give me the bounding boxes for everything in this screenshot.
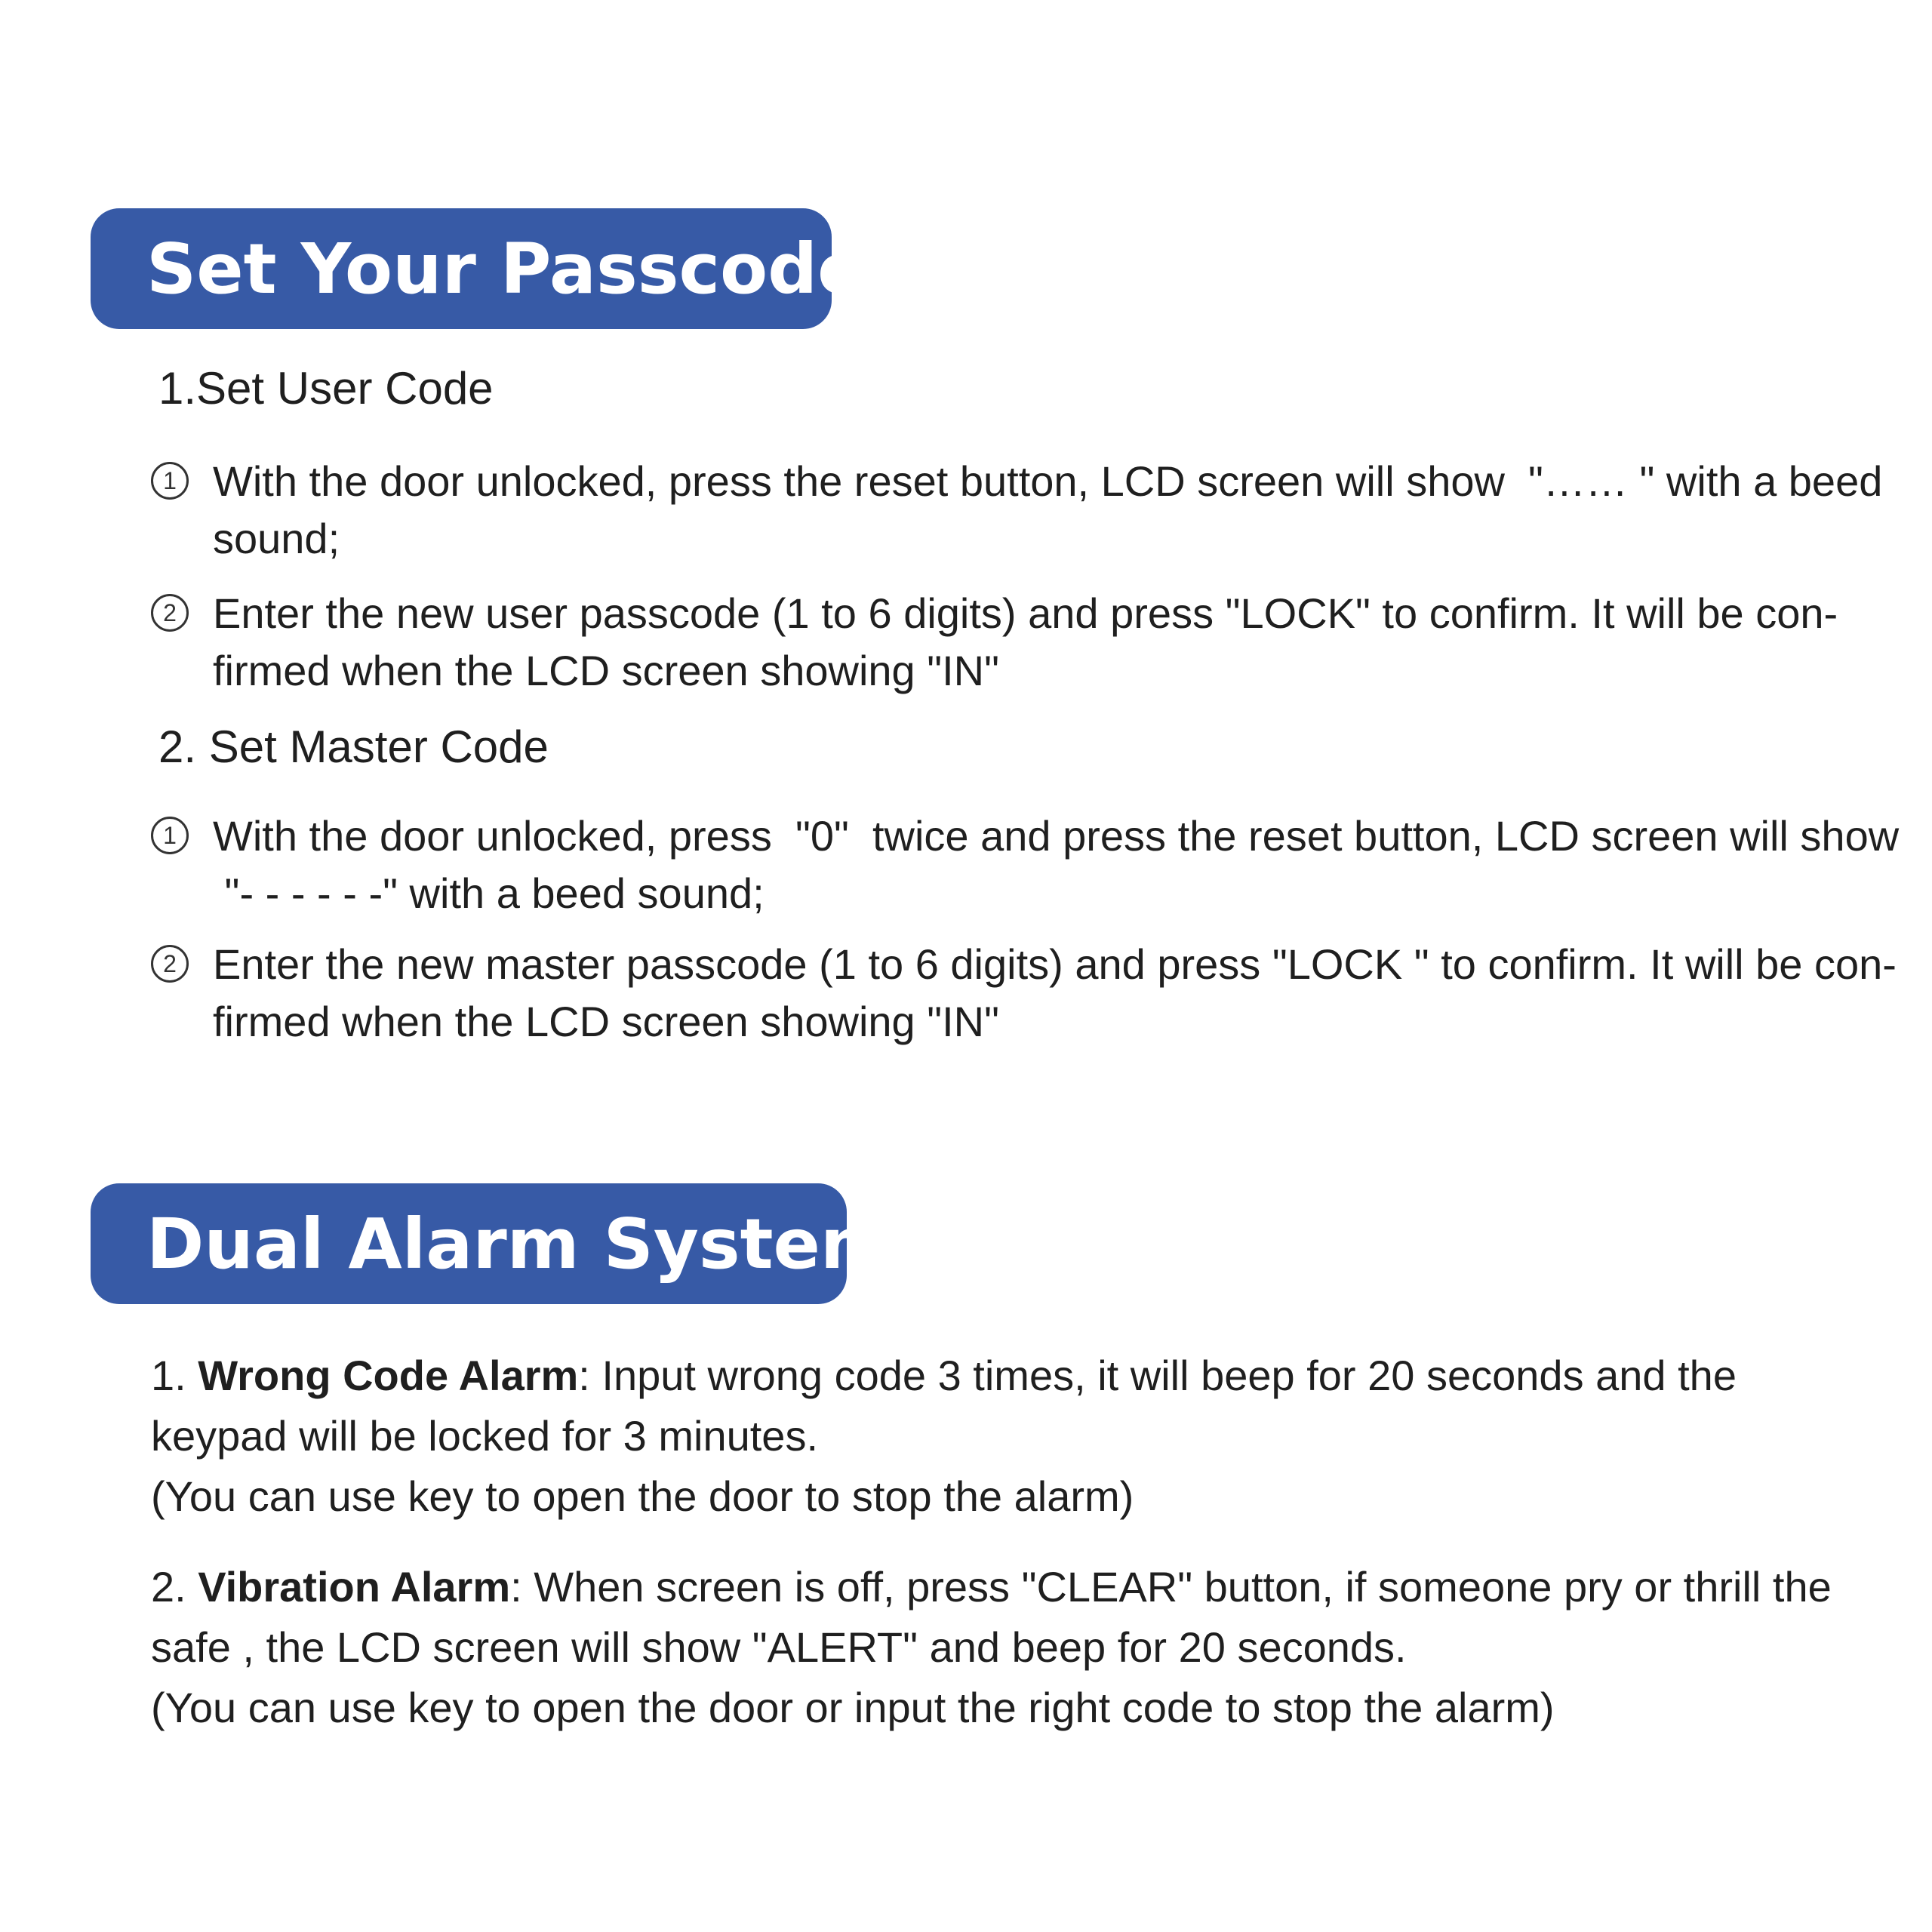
alarm-line xyxy=(151,1557,1857,1617)
master-code-heading: 2. Set Master Code xyxy=(158,721,549,772)
circled-number-2-icon: 2 xyxy=(151,945,189,983)
alarm-name: Wrong Code Alarm xyxy=(198,1352,579,1399)
wrong-code-alarm xyxy=(151,1346,1857,1527)
alarm-line: safe , the LCD screen will show "ALERT" and beep for 20 seconds. xyxy=(151,1623,1407,1671)
user-code-heading: 1.Set User Code xyxy=(158,363,494,414)
alarm-note: (You can use key to open the door or input the right code to stop the alarm) xyxy=(151,1684,1555,1731)
step-line: With the door unlocked, press the reset button, LCD screen will show "…… " with a beed xyxy=(213,457,1883,505)
step-text xyxy=(213,808,1900,922)
alarm-note: (You can use key to open the door to stop the alarm) xyxy=(151,1472,1134,1520)
alarm-line: keypad will be locked for 3 minutes. xyxy=(151,1412,818,1460)
alarm-description: : Input wrong code 3 times, it will beep for 20 seconds and the xyxy=(578,1352,1737,1399)
vibration-alarm xyxy=(151,1557,1857,1738)
step-text xyxy=(213,585,1858,700)
step-line: Enter the new user passcode (1 to 6 digits) and press "LOCK" to confirm. It will be con- xyxy=(213,589,1838,637)
step-line: Enter the new master passcode (1 to 6 digits) and press "LOCK " to confirm. It will be con- xyxy=(213,940,1897,988)
set-passcode-title: Set Your Passcode xyxy=(146,228,865,309)
circled-number-1-icon: 1 xyxy=(151,462,189,500)
alarm-number: 2. xyxy=(151,1563,198,1611)
step-text xyxy=(213,453,1883,568)
step-line: With the door unlocked, press "0" twice and press the reset button, LCD screen will show xyxy=(213,812,1900,860)
dual-alarm-title: Dual Alarm System xyxy=(146,1203,893,1284)
dual-alarm-banner xyxy=(91,1183,893,1304)
step-line: sound; xyxy=(213,515,340,562)
step-line: "- - - - - -" with a beed sound; xyxy=(213,869,764,917)
set-passcode-banner xyxy=(91,208,865,329)
circled-number-1-icon: 1 xyxy=(151,817,189,854)
step-line: firmed when the LCD screen showing "IN" xyxy=(213,998,999,1045)
alarm-description: : When screen is off, press "CLEAR" button, if someone pry or thrill the xyxy=(510,1563,1832,1611)
alarm-line xyxy=(151,1346,1857,1406)
step-line: firmed when the LCD screen showing "IN" xyxy=(213,647,999,694)
step-text xyxy=(213,936,1897,1051)
alarm-number: 1. xyxy=(151,1352,198,1399)
circled-number-2-icon: 2 xyxy=(151,594,189,632)
alarm-name: Vibration Alarm xyxy=(198,1563,511,1611)
